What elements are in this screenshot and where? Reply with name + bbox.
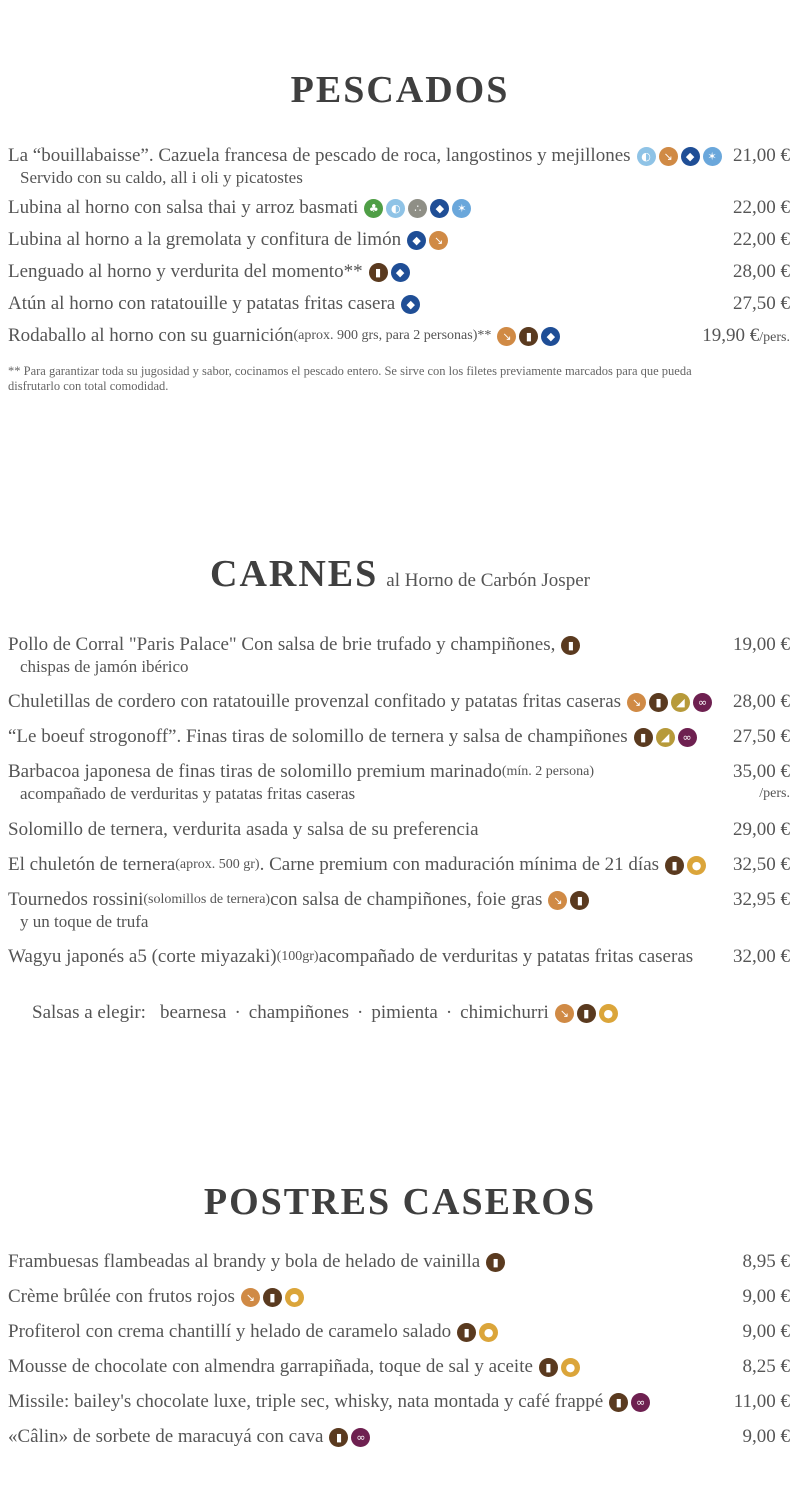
allergen-icons [637,147,722,166]
dish-name-cont: . Carne premium con maduración mínima de 21 días [259,854,660,875]
menu-item-line [8,197,790,219]
salsa-option: champiñones [248,1002,350,1023]
dish-name: Lubina al horno a la gremolata y confitura de limón [8,229,402,250]
mustard-icon: ◢ [671,693,690,712]
dish-name: Solomillo de ternera, verdurita asada y salsa de su preferencia [8,819,479,840]
egg-icon: ● [687,856,706,875]
menu-item-line [8,229,790,251]
menu-item [8,1356,790,1378]
dish-name: La “bouillabaisse”. Cazuela francesa de pescado de roca, langostinos y mejillones [8,145,631,166]
menu-item [8,1426,790,1448]
shell-icon: ◐ [637,147,656,166]
allergen-icons [665,856,706,875]
crustacean-icon: ✶ [703,147,722,166]
menu-item [8,261,790,283]
allergen-icons [369,263,410,282]
price-suffix: /pers. [759,786,790,801]
dish-name: Tournedos rossini [8,889,144,910]
dish-price [733,634,790,656]
dish-name: Barbacoa japonesa de finas tiras de solomillo premium marinado [8,761,502,782]
dairy-icon: ▮ [486,1253,505,1272]
dish-name: “Le boeuf strogonoff”. Finas tiras de solomillo de ternera y salsa de champiñones [8,726,628,747]
dish-name: Chuletillas de cordero con ratatouille provenzal confitado y patatas fritas caseras [8,691,622,712]
dish-price [743,1251,791,1273]
dairy-icon: ▮ [519,327,538,346]
price-value: 22,00 € [733,197,790,218]
allergen-icons [561,636,580,655]
price-value: 19,90 € [702,325,760,346]
menu-item [8,197,790,219]
dish-name: Wagyu japonés a5 (corte miyazaki) [8,946,277,967]
fish-icon: ◆ [407,231,426,250]
dish-name: Atún al horno con ratatouille y patatas fritas casera [8,293,396,314]
dish-price [733,819,790,841]
dish-price [733,691,790,713]
menu-item-line [8,854,790,876]
dish-price [743,1286,791,1308]
menu-item-line [8,634,790,656]
dairy-icon: ▮ [570,891,589,910]
wheat-icon: ↘ [627,693,646,712]
fish-icon: ◆ [430,199,449,218]
egg-icon: ● [561,1358,580,1377]
dish-description: Servido con su caldo, all i oli y picatostes [20,168,303,187]
postres-title: POSTRES CASEROS [203,1181,597,1223]
price-value: 28,00 € [733,261,790,282]
price-value: 8,95 € [742,1251,790,1272]
price-value: 11,00 € [733,1391,790,1412]
price-value: 35,00 € [733,761,790,782]
price-value: 21,00 € [733,145,790,166]
fish-icon: ◆ [401,295,420,314]
allergen-icons [548,891,589,910]
dairy-icon: ▮ [649,693,668,712]
price-value: 32,00 € [733,946,790,967]
dish-detail: (solomillos de ternera) [143,892,271,907]
price-value: 9,00 € [742,1286,790,1307]
dairy-icon: ▮ [561,636,580,655]
dish-price [733,197,790,219]
menu-item [8,634,790,678]
price-value: 27,50 € [733,293,790,314]
allergen-icons [241,1288,304,1307]
price-value: 9,00 € [742,1321,790,1342]
dish-price [733,726,790,748]
sulphite-icon: ∞ [351,1428,370,1447]
wheat-icon: ↘ [555,1004,574,1023]
fish-icon: ◆ [391,263,410,282]
dairy-icon: ▮ [539,1358,558,1377]
menu-item [8,293,790,315]
salsa-option: bearnesa [159,1002,227,1023]
sesame-icon: ∴ [408,199,427,218]
dish-description: chispas de jamón ibérico [20,657,189,676]
menu-item-line [8,261,790,283]
menu-item [8,726,790,748]
salsa-option: pimienta [371,1002,438,1023]
fish-icon: ◆ [681,147,700,166]
pescados-title: PESCADOS [290,69,510,111]
dish-detail: (aprox. 900 grs, para 2 personas)** [293,328,492,343]
dish-name: Lenguado al horno y verdurita del momento** [8,261,363,282]
menu-item [8,691,790,713]
dairy-icon: ▮ [634,728,653,747]
dairy-icon: ▮ [457,1323,476,1342]
dish-price [733,229,790,251]
carnes-subtitle: al Horno de Carbón Josper [386,570,590,591]
dish-name-cont: con salsa de champiñones, foie gras [270,889,543,910]
price-value: 32,50 € [733,854,790,875]
dish-name: «Câlin» de sorbete de maracuyá con cava [8,1426,324,1447]
menu-item [8,1321,790,1343]
dish-detail: (100gr) [276,949,319,964]
menu-item-line [8,726,790,748]
carnes-title-main: CARNES [210,553,379,595]
menu-item-line [8,145,790,167]
separator-dot: · [445,1002,453,1023]
dish-price [733,946,790,968]
allergen-icons [486,1253,505,1272]
price-value: 8,25 € [742,1356,790,1377]
mustard-icon: ◢ [656,728,675,747]
dish-detail: (aprox. 500 gr) [175,857,260,872]
price-value: 22,00 € [733,229,790,250]
wheat-icon: ↘ [548,891,567,910]
allergen-icons [364,199,471,218]
dish-description: y un toque de trufa [20,912,149,931]
menu-item [8,819,790,841]
dish-name-cont: acompañado de verduritas y patatas fritas caseras [318,946,694,967]
dish-name: Pollo de Corral "Paris Palace" Con salsa de brie trufado y champiñones, [8,634,556,655]
price-value: 27,50 € [733,726,790,747]
sulphite-icon: ∞ [693,693,712,712]
allergen-icons [329,1428,370,1447]
dish-price [733,854,790,876]
allergen-icons [407,231,448,250]
menu-item-line [8,761,790,783]
price-value: 29,00 € [733,819,790,840]
dish-detail: (mín. 2 persona) [501,764,595,779]
price-value: 9,00 € [742,1426,790,1447]
salsas-row [32,1002,618,1024]
dish-price [733,293,790,315]
shell-icon: ◐ [386,199,405,218]
egg-icon: ● [285,1288,304,1307]
menu-item [8,946,790,968]
price-suffix: /pers. [759,330,790,345]
dairy-icon: ▮ [369,263,388,282]
carnes-title [0,552,800,596]
wheat-icon: ↘ [659,147,678,166]
menu-item [8,325,790,347]
dairy-icon: ▮ [665,856,684,875]
allergen-icons [609,1393,650,1412]
menu-item-line [8,1321,790,1343]
sulphite-icon: ∞ [678,728,697,747]
dish-price [743,1356,791,1378]
dish-price [733,761,790,805]
dish-price [733,145,790,167]
menu-item-line [8,889,790,911]
menu-item-line [8,1426,790,1448]
dish-name: Crème brûlée con frutos rojos [8,1286,235,1307]
dish-price [702,325,790,349]
menu-item-line [8,1286,790,1308]
dish-price [734,1391,790,1413]
dairy-icon: ▮ [577,1004,596,1023]
menu-item-line [8,1391,790,1413]
price-value: 28,00 € [733,691,790,712]
dish-name: Frambuesas flambeadas al brandy y bola de helado de vainilla [8,1251,481,1272]
allergen-icons [555,1004,618,1023]
celery-icon: ♣ [364,199,383,218]
menu-item [8,889,790,933]
menu-item-line [8,325,790,347]
wheat-icon: ↘ [429,231,448,250]
dish-price [733,889,790,911]
menu-item [8,1391,790,1413]
menu-item-line [8,293,790,315]
fish-icon: ◆ [541,327,560,346]
dairy-icon: ▮ [329,1428,348,1447]
dish-name: Missile: bailey's chocolate luxe, triple sec, whisky, nata montada y café frappé [8,1391,604,1412]
menu-item-line [8,691,790,713]
menu-item [8,854,790,876]
dish-price [743,1321,791,1343]
egg-icon: ● [599,1004,618,1023]
menu-item [8,761,790,805]
menu-item-line [8,819,790,841]
menu-item [8,1251,790,1273]
menu-item-line [8,1251,790,1273]
separator-dot: · [357,1002,364,1023]
salsas-label: Salsas a elegir: [32,1002,146,1023]
dish-name: Mousse de chocolate con almendra garrapiñada, toque de sal y aceite [8,1356,533,1377]
wheat-icon: ↘ [241,1288,260,1307]
dish-name: Lubina al horno con salsa thai y arroz basmati [8,197,359,218]
crustacean-icon: ✶ [452,199,471,218]
pescados-note: ** Para garantizar toda su jugosidad y sabor, cocinamos el pescado entero. Se sirve con los filetes previamente marcados para que pueda disfrutarlo con total comodidad. [8,364,692,393]
dairy-icon: ▮ [263,1288,282,1307]
wheat-icon: ↘ [497,327,516,346]
dish-description: acompañado de verduritas y patatas fritas caseras [20,784,356,803]
dish-name: Profiterol con crema chantillí y helado de caramelo salado [8,1321,452,1342]
price-value: 19,00 € [733,634,790,655]
dish-name: Rodaballo al horno con su guarnición [8,325,294,346]
sulphite-icon: ∞ [631,1393,650,1412]
menu-item [8,1286,790,1308]
allergen-icons [634,728,697,747]
menu-item [8,145,790,189]
dish-price [743,1426,791,1448]
salsa-option: chimichurri [460,1002,549,1023]
allergen-icons [497,327,560,346]
allergen-icons [401,295,420,314]
menu-item [8,229,790,251]
dish-price [733,261,790,283]
menu-item-line [8,946,790,968]
dairy-icon: ▮ [609,1393,628,1412]
allergen-icons [627,693,712,712]
allergen-icons [539,1358,580,1377]
allergen-icons [457,1323,498,1342]
egg-icon: ● [479,1323,498,1342]
price-value: 32,95 € [733,889,790,910]
separator-dot: · [234,1002,241,1023]
menu-item-line [8,1356,790,1378]
dish-name: El chuletón de ternera [8,854,176,875]
